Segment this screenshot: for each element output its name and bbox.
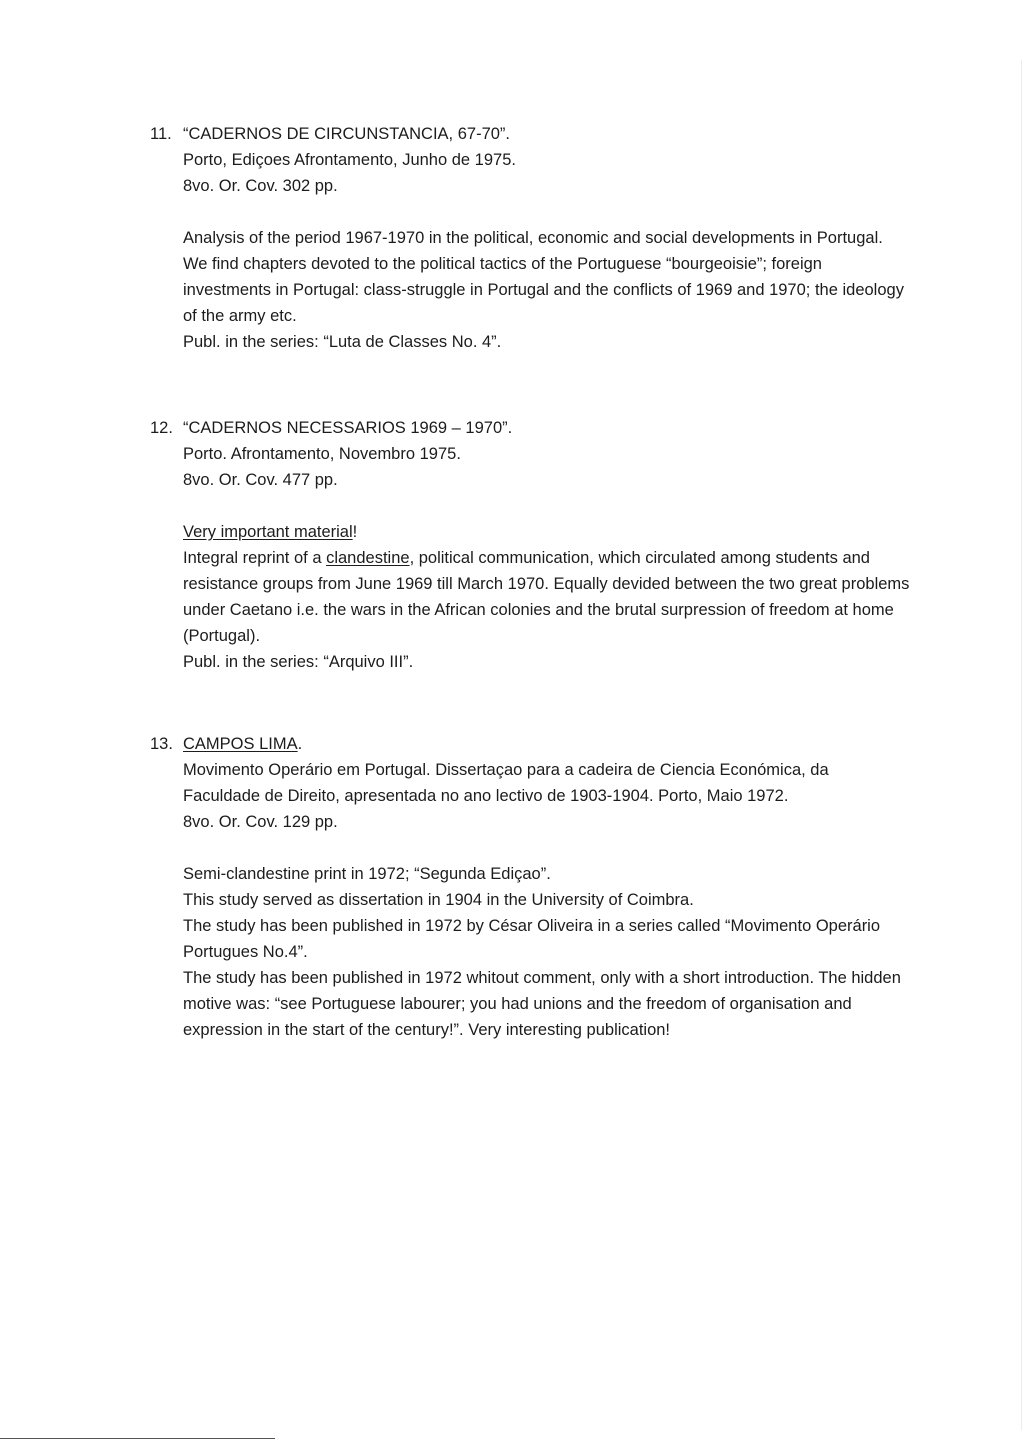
entry-heading [150,415,910,441]
catalog-entry-11 [150,121,910,355]
entry-heading [150,121,910,147]
entry-publisher: Porto. Afrontamento, Novembro 1975. [183,445,461,463]
highlight-text: Very important material [183,523,353,541]
description-rest: , political communication, which circulated among students and resistance groups from June 1969 till March 1970. Equally devided between the two great problems under Caetano i.e. the wars in the African colonies and the brutal surpression of freedom at home (Portugal). [183,549,910,645]
description-prefix: Integral reprint of a [183,549,327,567]
description-paragraph: Analysis of the period 1967-1970 in the political, economic and social developments in Portugal. We find chapters devoted to the political tactics of the Portuguese “bourgeoisie”; foreign investments in Portugal: class-struggle in Portugal and the conflicts of 1969 and 1970; the ideology of the army etc. [183,229,904,325]
description-paragraph: Semi-clandestine print in 1972; “Segunda Ediçao”. [183,865,551,883]
entry-number: 11. [150,125,172,143]
description-paragraph: This study served as dissertation in 1904 in the University of Coimbra. [183,891,694,909]
entry-description [150,225,910,355]
entry-description [150,519,910,675]
series-note: Publ. in the series: “Luta de Classes No. 4”. [183,333,502,351]
entry-title: Movimento Operário em Portugal. Dissertaçao para a cadeira de Ciencia Económica, da Faculdade de Direito, apresentada no ano lectivo de 1903-1904. Porto, Maio 1972. [183,761,829,805]
description-paragraph: The study has been published in 1972 by César Oliveira in a series called “Movimento Operário Portugues No.4”. [183,917,881,961]
catalog-entry-13 [150,731,910,1043]
entry-format: 8vo. Or. Cov. 477 pp. [183,471,338,489]
entry-description [150,861,910,1043]
entry-title: “CADERNOS DE CIRCUNSTANCIA, 67-70”. [183,125,510,143]
description-paragraph: The study has been published in 1972 whitout comment, only with a short introduction. The hidden motive was: “see Portuguese labourer; you had unions and the freedom of organisation and expression in the start of the century!”. Very interesting publication! [183,969,901,1039]
description-paragraph [183,545,910,649]
series-note: Publ. in the series: “Arquivo III”. [183,653,414,671]
entry-format: 8vo. Or. Cov. 302 pp. [183,177,338,195]
entry-title: “CADERNOS NECESSARIOS 1969 – 1970”. [183,419,513,437]
scan-edge-shadow [1021,60,1022,1430]
entry-number: 12. [150,419,173,437]
author-suffix: . [297,735,303,753]
entry-number: 13. [150,735,173,753]
entry-publisher: Porto, Ediçoes Afrontamento, Junho de 1975. [183,151,516,169]
description-underlined-word: clandestine [326,549,410,567]
entry-heading [150,731,910,757]
highlight-line [183,519,910,545]
scan-bottom-line [0,1438,275,1439]
catalog-entry-12 [150,415,910,675]
highlight-suffix: ! [352,523,358,541]
entry-author: CAMPOS LIMA [183,735,298,753]
entry-format: 8vo. Or. Cov. 129 pp. [183,813,338,831]
